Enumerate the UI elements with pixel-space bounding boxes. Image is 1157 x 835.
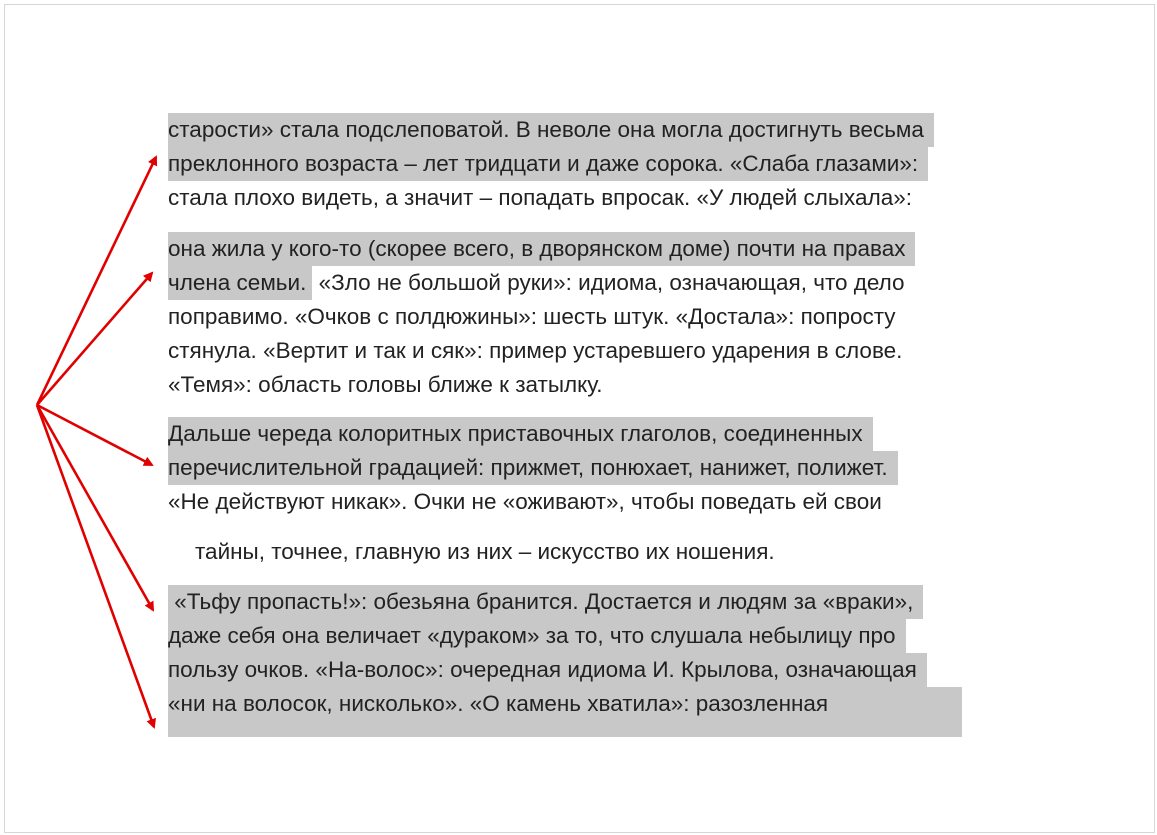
text-line: «Темя»: область головы ближе к затылку. <box>168 372 603 397</box>
text-line: тайны, точнее, главную из них – искусство их ношения. <box>195 539 775 564</box>
highlighted-line: она жила у кого-то (скорее всего, в дворянском доме) почти на правах <box>168 232 915 266</box>
highlighted-line: Дальше череда колоритных приставочных глаголов, соединенных <box>168 417 873 451</box>
highlighted-line: «Тьфу пропасть!»: обезьяна бранится. Достается и людям за «враки», <box>168 585 923 619</box>
highlighted-line: перечислительной градацией: прижмет, понюхает, нанижет, полижет. <box>168 451 898 485</box>
arrow-to-paragraph-1 <box>37 157 156 405</box>
arrow-to-paragraph-4-bottom <box>37 405 154 727</box>
highlighted-line: пользу очков. «На-волос»: очередная идиома И. Крылова, означающая <box>168 653 927 687</box>
highlighted-line: члена семьи. <box>168 266 312 300</box>
arrow-to-paragraph-2 <box>37 273 152 405</box>
text-line: «Не действуют никак». Очки не «оживают», чтобы поведать ей свои <box>168 489 882 514</box>
text-line: «Зло не большой руки»: идиома, означающая, что дело <box>318 270 905 295</box>
highlighted-line: старости» стала подслеповатой. В неволе она могла достигнуть весьма <box>168 113 934 147</box>
highlighted-line: «ни на волосок, нисколько». «О камень хватила»: разозленная <box>168 687 962 737</box>
text-line: поправимо. «Очков с полдюжины»: шесть штук. «Достала»: попросту <box>168 304 896 329</box>
highlighted-line: преклонного возраста – лет тридцати и даже сорока. «Слаба глазами»: <box>168 147 928 181</box>
highlighted-line: даже себя она величает «дураком» за то, что слушала небылицу про <box>168 619 906 653</box>
text-line: стала плохо видеть, а значит – попадать впросак. «У людей слыхала»: <box>168 185 912 210</box>
text-line: стянула. «Вертит и так и сяк»: пример устаревшего ударения в слове. <box>168 338 903 363</box>
